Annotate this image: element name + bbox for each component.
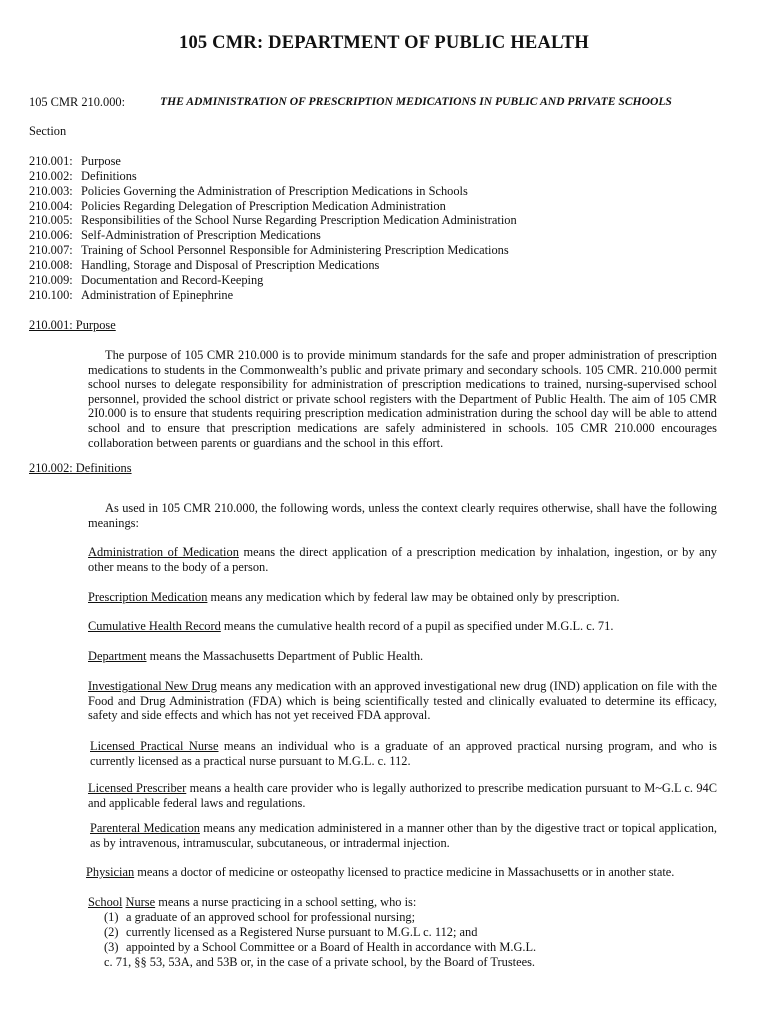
- definition-text: means any medication administered in a manner other than by the digestive tract or topical application, as by intravenous, intramuscular, subcutaneous, or intradermal injection.: [90, 821, 718, 850]
- definition-term: Physician: [86, 865, 135, 879]
- toc-item: [29, 169, 729, 184]
- toc-item: [29, 213, 729, 228]
- definition-item: [90, 739, 717, 768]
- toc-item: [29, 288, 729, 303]
- definition-item: [88, 679, 717, 723]
- toc-number: 210.005:: [29, 213, 73, 228]
- regulation-code: 105 CMR 210.000:: [29, 95, 126, 109]
- list-item: [104, 910, 744, 925]
- toc-title: Administration of Epinephrine: [81, 287, 234, 302]
- toc-item: [29, 243, 729, 258]
- list-item: [104, 925, 744, 940]
- toc-title: Responsibilities of the School Nurse Regarding Prescription Medication Administration: [81, 213, 517, 228]
- toc-number: 210.100:: [29, 287, 73, 302]
- toc-number: 210.003:: [29, 183, 73, 198]
- toc-title: Definitions: [81, 168, 137, 183]
- definitions-intro: As used in 105 CMR 210.000, the following words, unless the context clearly requires otherwise, shall have the following meanings:: [88, 501, 717, 530]
- definition-text: means the Massachusetts Department of Public Health.: [146, 649, 424, 663]
- definition-term: Licensed Prescriber: [88, 781, 187, 795]
- definition-item: [88, 545, 717, 574]
- toc-title: Documentation and Record-Keeping: [81, 272, 264, 287]
- definition-text: means a nurse practicing in a school setting, who is:: [155, 895, 417, 909]
- toc-item: [29, 199, 729, 214]
- toc-item: [29, 184, 729, 199]
- list-text: a graduate of an approved school for professional nursing;: [126, 910, 416, 924]
- definition-text: means a health care provider who is legally authorized to prescribe medication pursuant to M~G.L c. 94C and applicable federal laws and regulations.: [88, 781, 717, 810]
- page-title: 105 CMR: DEPARTMENT OF PUBLIC HEALTH: [179, 33, 589, 53]
- definition-term: Prescription Medication: [88, 590, 208, 604]
- list-item: [104, 940, 744, 955]
- definition-text: means an individual who is a graduate of an approved practical nursing program, and who is currently licensed as a practical nurse pursuant to M.G.L. c. 112.: [90, 739, 718, 768]
- definition-text: means the direct application of a prescription medication by inhalation, ingestion, or by any other means to the body of a person.: [88, 545, 717, 574]
- definition-term: Administration of Medication: [88, 545, 239, 559]
- definition-term: Nurse: [125, 895, 156, 909]
- toc-title: Purpose: [81, 154, 121, 168]
- toc-number: 210.009:: [29, 272, 73, 287]
- section-label: Section: [29, 124, 67, 138]
- definition-term: Investigational New Drug: [88, 679, 217, 693]
- definition-term: Licensed Practical Nurse: [90, 739, 219, 753]
- list-number: (3): [104, 939, 119, 954]
- toc-number: 210.006:: [29, 228, 73, 243]
- toc-item: [29, 228, 729, 243]
- definition-term: Parenteral Medication: [90, 821, 200, 835]
- toc-number: 210.004:: [29, 198, 73, 213]
- definition-item: [86, 865, 717, 880]
- toc-number: 210.001:: [29, 154, 73, 168]
- toc-number: 210.007:: [29, 243, 73, 258]
- definition-item-school-nurse: [88, 895, 717, 910]
- definition-text: means a doctor of medicine or osteopathy licensed to practice medicine in Massachusetts or in another state.: [134, 865, 675, 879]
- purpose-heading: 210.001: Purpose: [29, 318, 116, 332]
- toc-title: Policies Governing the Administration of Prescription Medications in Schools: [81, 183, 468, 198]
- list-text: currently licensed as a Registered Nurse pursuant to M.G.L c. 112; and: [126, 924, 478, 939]
- toc-item: [29, 273, 729, 288]
- definition-term: Cumulative Health Record: [88, 619, 221, 633]
- definition-text: means the cumulative health record of a pupil as specified under M.G.L. c. 71.: [220, 619, 614, 633]
- definition-text: means any medication with an approved investigational new drug (IND) application on file with the Food and Drug Administration (FDA) which is being scientifically tested and clinically evaluated to determine its efficacy, safety and side effects and which has not yet received FDA approval.: [88, 679, 717, 723]
- list-number: (1): [104, 910, 119, 924]
- definition-item: [88, 781, 717, 810]
- toc-number: 210.002:: [29, 168, 73, 183]
- definition-item: [88, 619, 717, 634]
- toc-item: [29, 258, 729, 273]
- table-of-contents: [29, 154, 729, 302]
- definition-item: [88, 649, 717, 664]
- definition-item: [88, 590, 717, 605]
- toc-title: Self-Administration of Prescription Medications: [81, 228, 321, 243]
- definition-text: means any medication which by federal law may be obtained only by prescription.: [207, 590, 620, 604]
- list-text: appointed by a School Committee or a Board of Health in accordance with M.G.L.: [126, 939, 537, 954]
- school-nurse-criteria-list: [104, 910, 744, 955]
- list-number: (2): [104, 924, 119, 939]
- toc-title: Handling, Storage and Disposal of Prescription Medications: [81, 257, 380, 272]
- toc-item: [29, 154, 729, 169]
- definition-term: Department: [88, 649, 147, 663]
- definition-term: School: [88, 895, 123, 909]
- toc-number: 210.008:: [29, 257, 73, 272]
- regulation-name: THE ADMINISTRATION OF PRESCRIPTION MEDICATIONS IN PUBLIC AND PRIVATE SCHOOLS: [160, 95, 672, 108]
- definition-item: [90, 821, 717, 850]
- purpose-paragraph: The purpose of 105 CMR 210.000 is to provide minimum standards for the safe and proper administration of prescription medications to students in the Commonwealth’s public and private primary and secondary schools. 105 CMR. 210.000 permit school nurses to delegate responsibility for administration of prescription medications to trained, nursing-supervised school personnel, provided the school district or private school registers with the Department of Public Health. The aim of 105 CMR 2I0.000 is to ensure that students requiring prescription medication administration during the school day will be able to attend school and to ensure that prescription medications are safely administered in schools. 105 CMR 210.000 encourages collaboration between parents or guardians and the school in this effort.: [88, 348, 717, 450]
- definitions-heading: 210.002: Definitions: [29, 461, 132, 475]
- toc-title: Policies Regarding Delegation of Prescription Medication Administration: [81, 198, 446, 213]
- toc-title: Training of School Personnel Responsible for Administering Prescription Medications: [81, 243, 509, 258]
- school-nurse-continuation: c. 71, §§ 53, 53A, and 53B or, in the case of a private school, by the Board of Trustees.: [104, 955, 536, 969]
